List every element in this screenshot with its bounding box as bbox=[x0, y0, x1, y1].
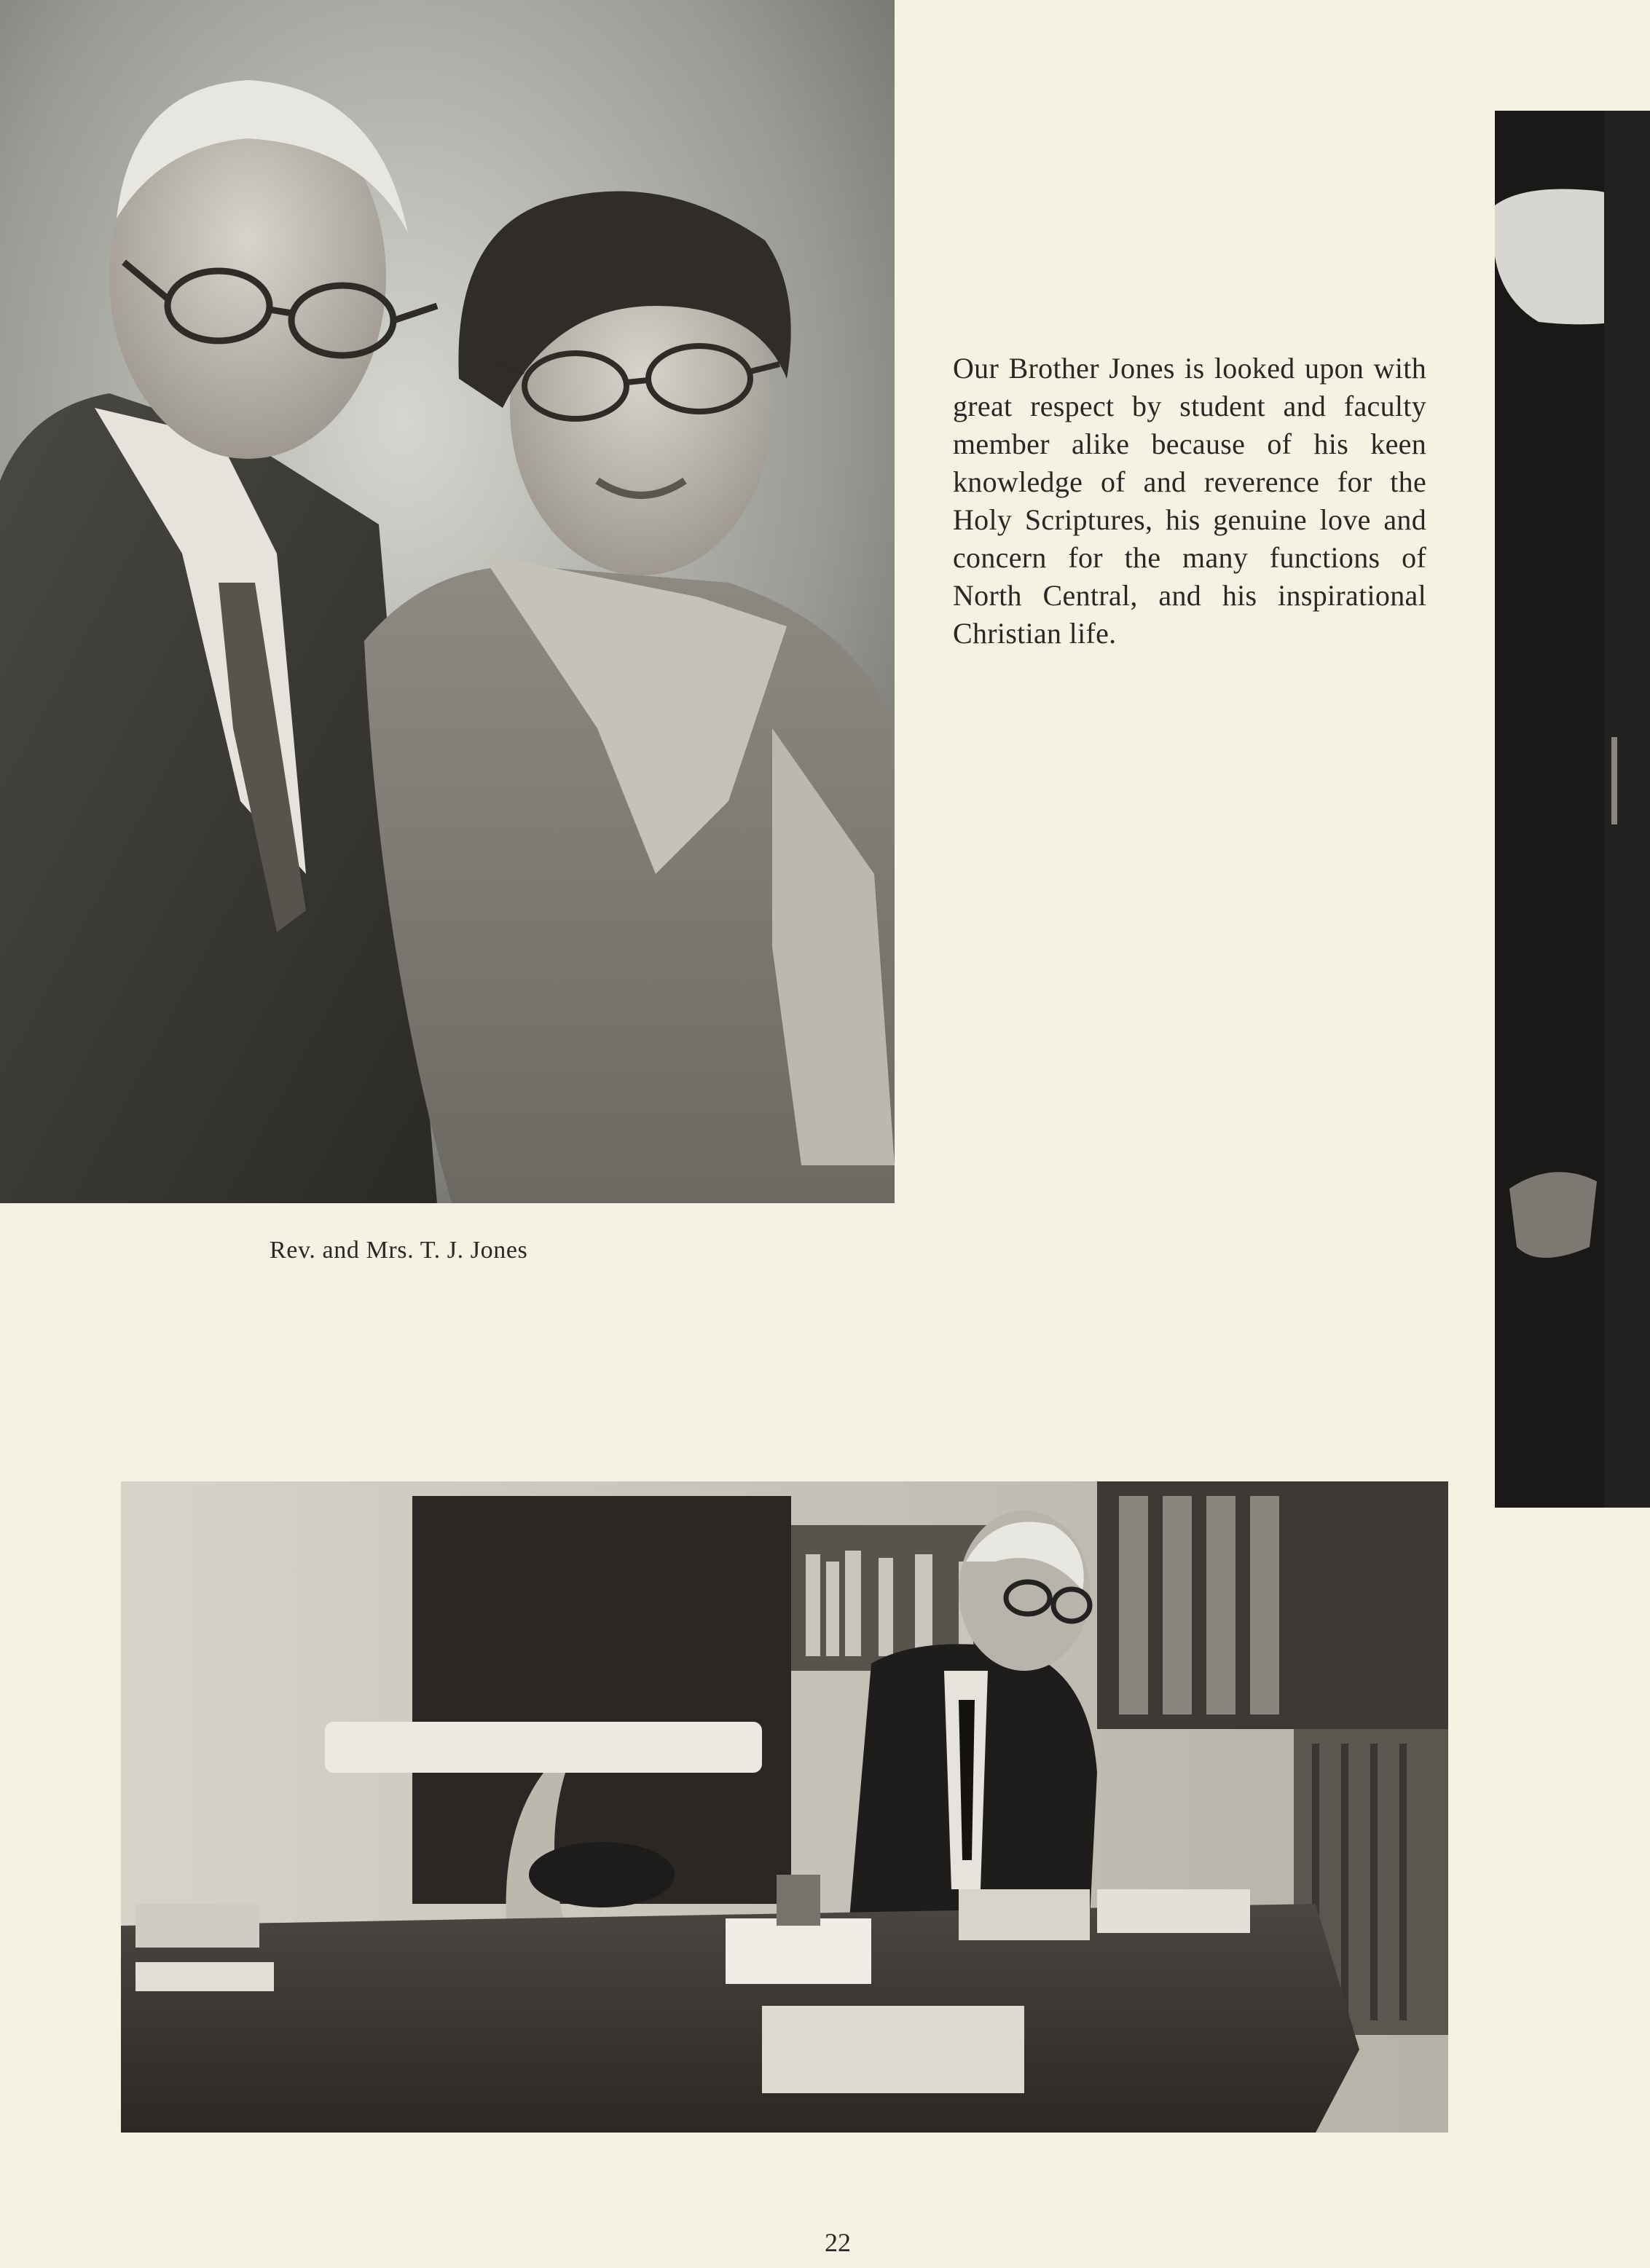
cropped-side-photo bbox=[1495, 111, 1650, 1508]
office-desk-photo bbox=[121, 1481, 1448, 2133]
portrait-photo bbox=[0, 0, 895, 1203]
page-number: 22 bbox=[825, 2228, 851, 2257]
portrait-caption: Rev. and Mrs. T. J. Jones bbox=[270, 1237, 528, 1264]
tribute-paragraph: Our Brother Jones is looked upon with great respect by student and faculty member alike because of his keen knowledge of and reverence for the Holy Scriptures, his genuine love and concern for the many functions of North Central, and his inspirational Christian life. bbox=[953, 352, 1426, 650]
